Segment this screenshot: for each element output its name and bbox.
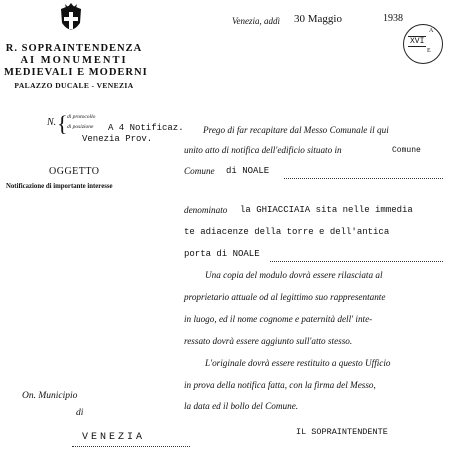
para3-line-1: L'originale dovrà essere restituito a questo Ufficio <box>205 358 391 368</box>
office-line-1: R. SOPRAINTENDENZA <box>5 43 143 54</box>
commune-value: di NOALE <box>226 166 270 176</box>
addressee-city: VENEZIA <box>82 432 146 443</box>
reference-typed-2: Venezia Prov. <box>82 134 153 144</box>
addressee-line-2: di <box>76 408 84 418</box>
date-year: 1938 <box>383 13 403 24</box>
commune-dotted-line <box>284 178 443 179</box>
para2-line-3: in luogo, ed il nome cognome e paternità dell' inte- <box>184 314 373 324</box>
coat-of-arms-icon <box>57 3 85 39</box>
date-day-month: 30 Maggio <box>294 13 342 25</box>
registry-stamp <box>403 24 443 64</box>
denominato-label: denominato <box>184 205 228 215</box>
para2-line-4: ressato dovrà essere aggiunto sull'atto stesso. <box>184 336 353 346</box>
name-dotted-line <box>270 261 443 262</box>
reference-brace: { <box>57 111 68 136</box>
body-line-2-crossed: Comune <box>392 146 421 155</box>
reference-protocol-label: di protocollo <box>67 114 96 120</box>
signature-title: IL SOPRAINTENDENTE <box>296 427 388 437</box>
body-line-1: Prego di far recapitare dal Messo Comunale il qui <box>203 125 389 135</box>
office-line-2: AI MONUMENTI <box>20 55 128 66</box>
reference-typed-1: A 4 Notificaz. <box>108 123 184 133</box>
office-address: PALAZZO DUCALE - VENEZIA <box>14 81 134 90</box>
subject-text: Notificazione di importante interesse <box>6 183 113 190</box>
denominato-value: la GHIACCIAIA sita nelle immedia <box>240 205 413 215</box>
commune-label: Comune <box>184 166 215 176</box>
date-place-label: Venezia, addì <box>232 16 280 26</box>
stamp-top: A <box>429 28 434 34</box>
denominato-value-3: porta di NOALE <box>184 249 260 259</box>
denominato-value-2: te adiacenze della torre e dell'antica <box>184 227 390 237</box>
para3-line-2: in prova della notifica fatta, con la firma del Messo, <box>184 380 376 390</box>
body-line-2: unito atto di notifica dell'edificio situato in <box>184 145 342 155</box>
para2-line-2: proprietario attuale od al legittimo suo rappresentante <box>184 292 386 302</box>
addressee-line-1: On. Municipio <box>22 391 78 401</box>
reference-n-label: N. <box>47 117 57 128</box>
para2-line-1: Una copia del modulo dovrà essere rilasciata al <box>205 270 383 280</box>
reference-position-label: di posizione <box>67 124 94 130</box>
para3-line-3: la data ed il bollo del Comune. <box>184 401 299 411</box>
subject-heading: OGGETTO <box>49 166 100 177</box>
stamp-middle: XVI <box>410 37 425 46</box>
stamp-bottom: E <box>427 48 431 54</box>
office-line-3: MEDIEVALI E MODERNI <box>4 67 148 78</box>
city-dotted-line <box>72 446 190 447</box>
